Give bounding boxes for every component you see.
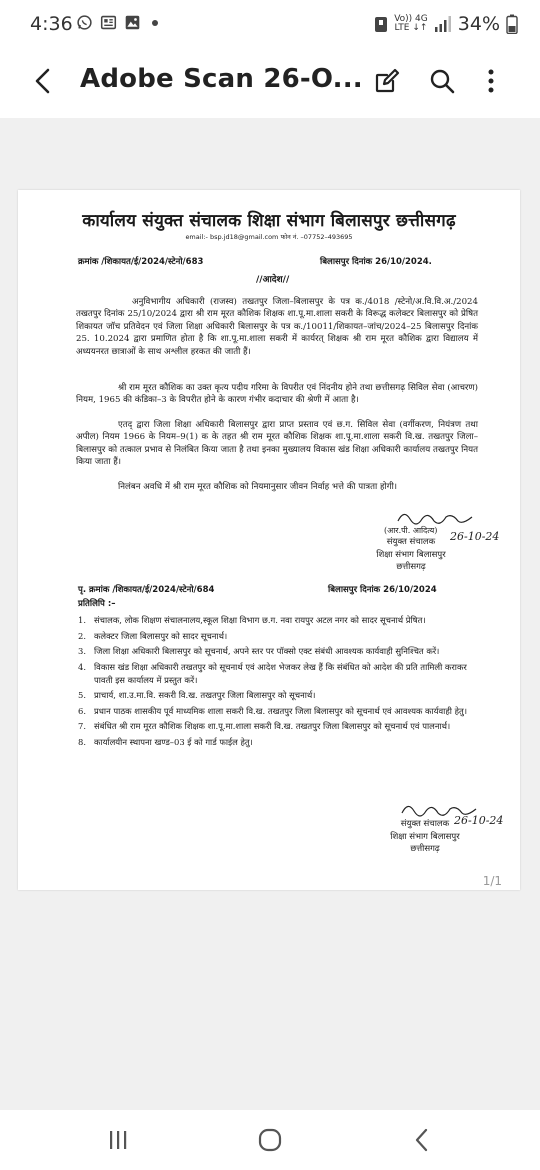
edit-button[interactable] [370,64,404,98]
system-back-button[interactable] [402,1124,442,1156]
order-reference: क्रमांक /शिकायत/ई/2024/स्टेनो/683 [78,257,204,267]
gallery-icon [124,14,141,31]
signatory-block: संयुक्त संचालक शिक्षा संभाग बिलासपुर छत्तीसगढ़ [376,537,446,572]
scanned-page[interactable] [18,190,520,890]
paragraph-1: अनुविभागीय अधिकारी (राजस्व) तखतपुर जिला–बिलासपुर के पत्र क./4018 /स्टेनो/अ.वि.वि.अ./2024 तखतपुर दिनांक 25/10/2024 द्वारा श्री राम मूरत कौशिक शिक्षक शा.पू.मा.शाला सकरी के विरूद्ध कलेक्टर बिलासपुर को प्रेषित शिकायत जॉच प्रतिवेदन एवं जिला शिक्षा अधिकारी बिलासपुर के पत्र क./10011/शिकायत–जांच/2024–25 बिलासपुर दिनांक 25. 10.2024 द्वारा प्रमाणित होता है कि शा.पू.मा.शाला सकरी में कार्यरत् शिक्षक श्री राम मूरत कौशिक द्वारा विद्यालय में अध्ययनरत छात्राओं के साथ अश्लील हरकत की जाती हैं। [76,297,478,357]
paragraph-3: एतद् द्वारा जिला शिक्षा अधिकारी बिलासपुर द्वारा प्राप्त प्रस्ताव एवं छ.ग. सिविल सेवा (वर्गीकरण, नियंत्रण तथा अपील) नियम 1966 के नियम–9(1) क के तहत श्री राम मूरत कौशिक शिक्षक शा.पू.मा.शाला सकरी वि.ख. तखतपुर जिला–बिलासपुर को तत्काल प्रभाव से निलंबित किया जाता है तथा इनका मुख्यालय विकास खंड शिक्षा अधिकारी कार्यालय तखतपुर नियत किया जाता हैं। [76,420,478,468]
status-bar [0,0,540,50]
second-signatory-block: संयुक्त संचालक शिक्षा संभाग बिलासपुर छत्तीसगढ़ [390,819,460,854]
more-vert-icon [487,68,495,94]
signature-date: 26-10-24 [450,530,500,543]
edit-icon [373,67,401,95]
signatory-name: (आर.पी. आदित्य) [384,526,438,535]
paragraph-4: निलंबन अवधि में श्री राम मूरत कौशिक को नियमानुसार जीवन निर्वाह भत्ते की पात्रता होगी। [118,482,398,492]
list-item: 8. कार्यालयीन स्थापना खण्ड–03 ई को गार्ड फाईल हेतु। [78,736,253,747]
search-button[interactable] [425,64,459,98]
page-counter: 1/1 [482,874,502,888]
signal-icon [434,15,452,33]
order-title: //आदेश// [256,275,290,285]
list-item: 3. जिला शिक्षा अधिकारी बिलासपुर को सूचनार्थ, अपने स्तर पर पॉक्सो एक्ट संबंधी आवश्यक कार्यवाही सुनिश्चित करें। [78,646,440,656]
status-time: 4:36 [30,13,73,35]
copy-date: बिलासपुर दिनांक 26/10/2024 [328,585,437,595]
battery-icon [506,14,518,34]
more-options-button[interactable] [474,64,508,98]
app-bar [0,50,540,112]
list-item: 5. प्राचार्य, शा.उ.मा.वि. सकरी वि.ख. तखतपुर जिला बिलासपुर को सूचनार्थ। [78,690,316,700]
search-icon [428,67,456,95]
whatsapp-icon [76,14,93,31]
paragraph-2: श्री राम मूरत कौशिक का उक्त कृत्य पदीय गरिमा के विपरीत एवं निंदनीय होने तथा छत्तीसगढ़ सिविल सेवा (आचरण) नियम, 1965 की कंडिका–3 के विपरीत होने के कारण गंभीर कदाचार की श्रेणी में आता है। [76,383,478,406]
list-item: 1. संचालक, लोक शिक्षण संचालनालय,स्कूल शिक्षा विभाग छ.ग. नवा रायपुर अटल नगर को सादर सूचनार्थ प्रेषित। [78,615,426,625]
copy-reference: पृ. क्रमांक /शिकायत/ई/2024/स्टेनो/684 [78,585,215,595]
lock-battery-icon [374,15,388,33]
status-right [374,12,518,36]
list-item: 6. प्रधान पाठक शासकीय पूर्व माध्यमिक शाला सकरी वि.ख. तखतपुर जिला बिलासपुर को सूचनार्थ एवं आवश्यक कार्यवाही हेतु। [78,705,467,716]
network-indicator: Vo)) 4G LTE ↓↑ [394,14,428,33]
list-item: 7. संबंधित श्री राम मूरत कौशिक शिक्षक शा.पू.मा.शाला सकरी वि.ख. तखतपुर जिला बिलासपुर को सूचनार्थ एवं पालनार्थ। [78,721,451,731]
notification-dot [152,20,158,26]
home-button[interactable] [250,1124,290,1156]
list-item: 2. कलेक्टर जिला बिलासपुर को सादर सूचनार्थ। [78,630,228,641]
order-date: बिलासपुर दिनांक 26/10/2024. [320,257,432,267]
navigation-bar [0,1110,540,1170]
list-item: 4. विकास खंड शिक्षा अधिकारी तखतपुर को सूचनार्थ एवं आदेश भेजकर लेख हैं कि संबंधित को आदेश की प्रति तामिली कराकर पावती इस कार्यालय में प्रस्तुत करें। [78,661,467,685]
signature-date: 26-10-24 [454,814,504,827]
document-viewer[interactable] [0,118,540,1110]
recent-apps-icon [107,1129,129,1151]
back-button[interactable] [26,64,60,98]
document-email-line: email:- bsp.jd18@gmail.com फोन नं. –07752–493695 [185,233,353,241]
back-arrow-icon [32,67,54,95]
copy-heading: प्रतिलिपि :– [78,599,116,609]
document-heading: कार्यालय संयुक्त संचालक शिक्षा संभाग बिलासपुर छत्तीसगढ़ [82,211,456,231]
newspaper-icon [100,14,117,31]
recent-apps-button[interactable] [98,1124,138,1156]
document-title: Adobe Scan 26-O... [80,64,363,94]
copy-recipient-list [78,614,480,751]
back-icon [412,1127,432,1153]
battery-percent: 34% [457,13,500,35]
home-icon [257,1127,283,1153]
